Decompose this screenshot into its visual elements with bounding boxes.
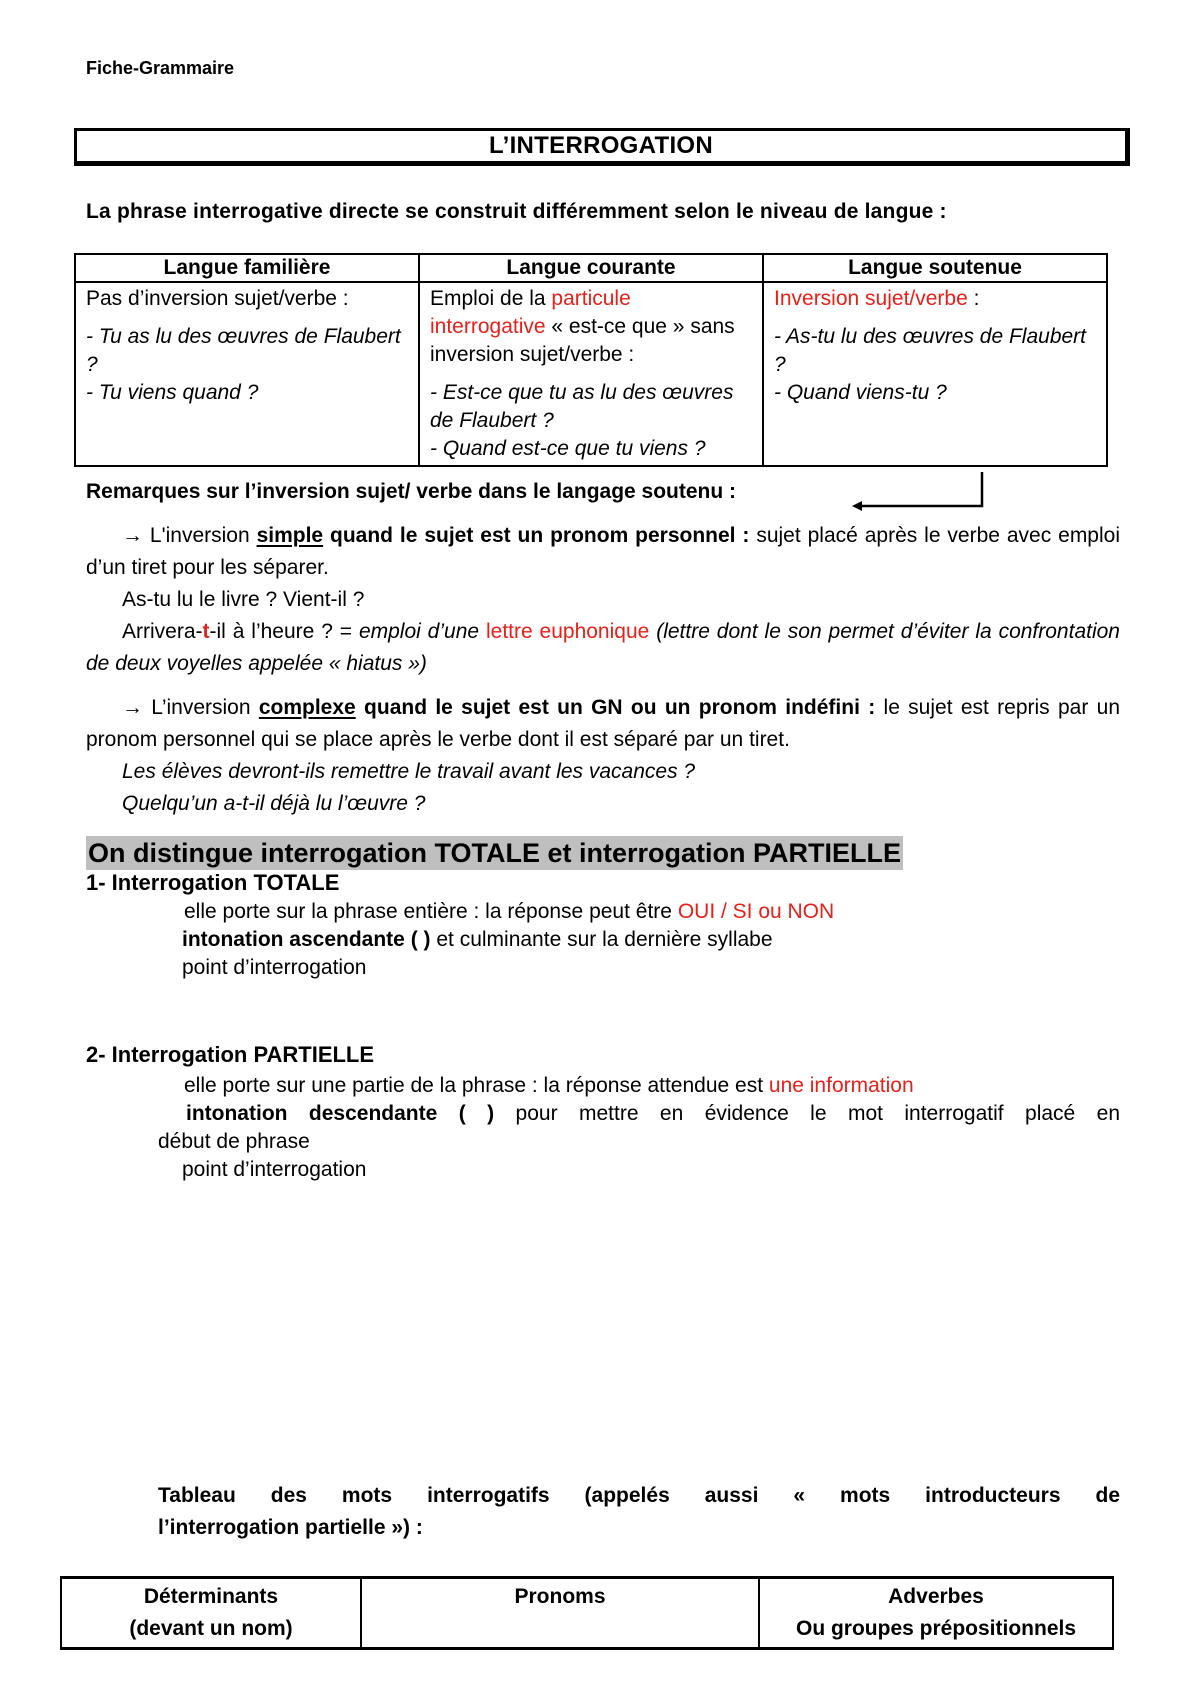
distinction-heading: On distingue interrogation TOTALE et interrogation PARTIELLE <box>88 838 901 868</box>
cell-courante <box>419 282 763 466</box>
page-header-label: Fiche-Grammaire <box>86 58 235 78</box>
euphonic-letter-example: Arrivera-t-il à l’heure ? = emploi d’une lettre euphonique (lettre dont le son permet d’éviter la confrontation de deux voyelles appelée « hiatus ») <box>86 620 1120 675</box>
page-title-box <box>74 128 1130 166</box>
page-title: L’INTERROGATION <box>488 132 714 159</box>
partielle-bullet-2-continued: début de phrase <box>158 1130 310 1153</box>
totale-bullet-1: elle porte sur la phrase entière : la réponse peut être OUI / SI ou NON <box>184 900 835 923</box>
intro-sentence: La phrase interrogative directe se construit différemment selon le niveau de langue : <box>86 200 947 223</box>
totale-bullet-2: intonation ascendante ( ) et culminante sur la dernière syllabe <box>182 928 773 951</box>
header-determinants: Déterminants (devant un nom) <box>61 1578 361 1649</box>
totale-title: 1- Interrogation TOTALE <box>86 870 340 895</box>
totale-bullet-3: point d’interrogation <box>182 956 367 979</box>
header-pronoms: Pronoms <box>361 1578 759 1649</box>
inversion-simple-examples: As-tu lu le livre ? Vient-il ? <box>122 588 365 611</box>
header-adverbes: Adverbes Ou groupes prépositionnels <box>759 1578 1113 1649</box>
register-header-row <box>75 254 1107 282</box>
courante-example-2: - Quand est-ce que tu viens ? <box>430 437 706 460</box>
remarques-heading: Remarques sur l’inversion sujet/ verbe dans le langage soutenu : <box>86 480 737 503</box>
soutenue-example-1: - As-tu lu des œuvres de Flaubert ? <box>774 325 1087 376</box>
courante-example-1: - Est-ce que tu as lu des œuvres de Flaubert ? <box>430 381 734 432</box>
interrogative-words-table <box>60 1576 1114 1650</box>
header-soutenue: Langue soutenue <box>763 254 1107 282</box>
partielle-bullet-3: point d’interrogation <box>182 1158 367 1181</box>
inversion-complexe-example-2: Quelqu’un a-t-il déjà lu l’œuvre ? <box>122 792 426 815</box>
register-content-row <box>75 282 1107 466</box>
soutenue-lead: Inversion sujet/verbe : <box>774 287 980 310</box>
partielle-bullet-1: elle porte sur une partie de la phrase : la réponse attendue est une information <box>184 1074 914 1097</box>
left-arrow-icon <box>848 470 988 514</box>
familiere-lead: Pas d’inversion sujet/verbe : <box>86 287 349 310</box>
cell-familiere <box>75 282 419 466</box>
inversion-complexe-example-1: Les élèves devront-ils remettre le travail avant les vacances ? <box>122 760 696 783</box>
partielle-title: 2- Interrogation PARTIELLE <box>86 1042 375 1067</box>
inversion-simple-paragraph: → L'inversion simple quand le sujet est un pronom personnel : sujet placé après le verbe avec emploi d’un tiret pour les séparer. <box>86 524 1120 579</box>
partielle-bullet-2: intonation descendante ( ) pour mettre en évidence le mot interrogatif placé en <box>186 1102 1120 1125</box>
soutenue-example-2: - Quand viens-tu ? <box>774 381 947 404</box>
header-familiere: Langue familière <box>75 254 419 282</box>
tableau-intro-line-2: l’interrogation partielle ») : <box>158 1516 423 1539</box>
inversion-complexe-paragraph: → L’inversion complexe quand le sujet est un GN ou un pronom indéfini : le sujet est repris par un pronom personnel qui se place après le verbe dont il est séparé par un tiret. <box>86 696 1120 751</box>
header-courante: Langue courante <box>419 254 763 282</box>
tableau-intro-line-1: Tableau des mots interrogatifs (appelés aussi « mots introducteurs de <box>158 1484 1120 1507</box>
courante-lead: Emploi de la particule interrogative « est-ce que » sans inversion sujet/verbe : <box>430 287 735 366</box>
familiere-example-1: - Tu as lu des œuvres de Flaubert ? <box>86 325 401 376</box>
interrogative-words-header-row <box>61 1578 1113 1649</box>
language-register-table <box>74 253 1108 467</box>
familiere-example-2: - Tu viens quand ? <box>86 381 259 404</box>
cell-soutenue <box>763 282 1107 466</box>
